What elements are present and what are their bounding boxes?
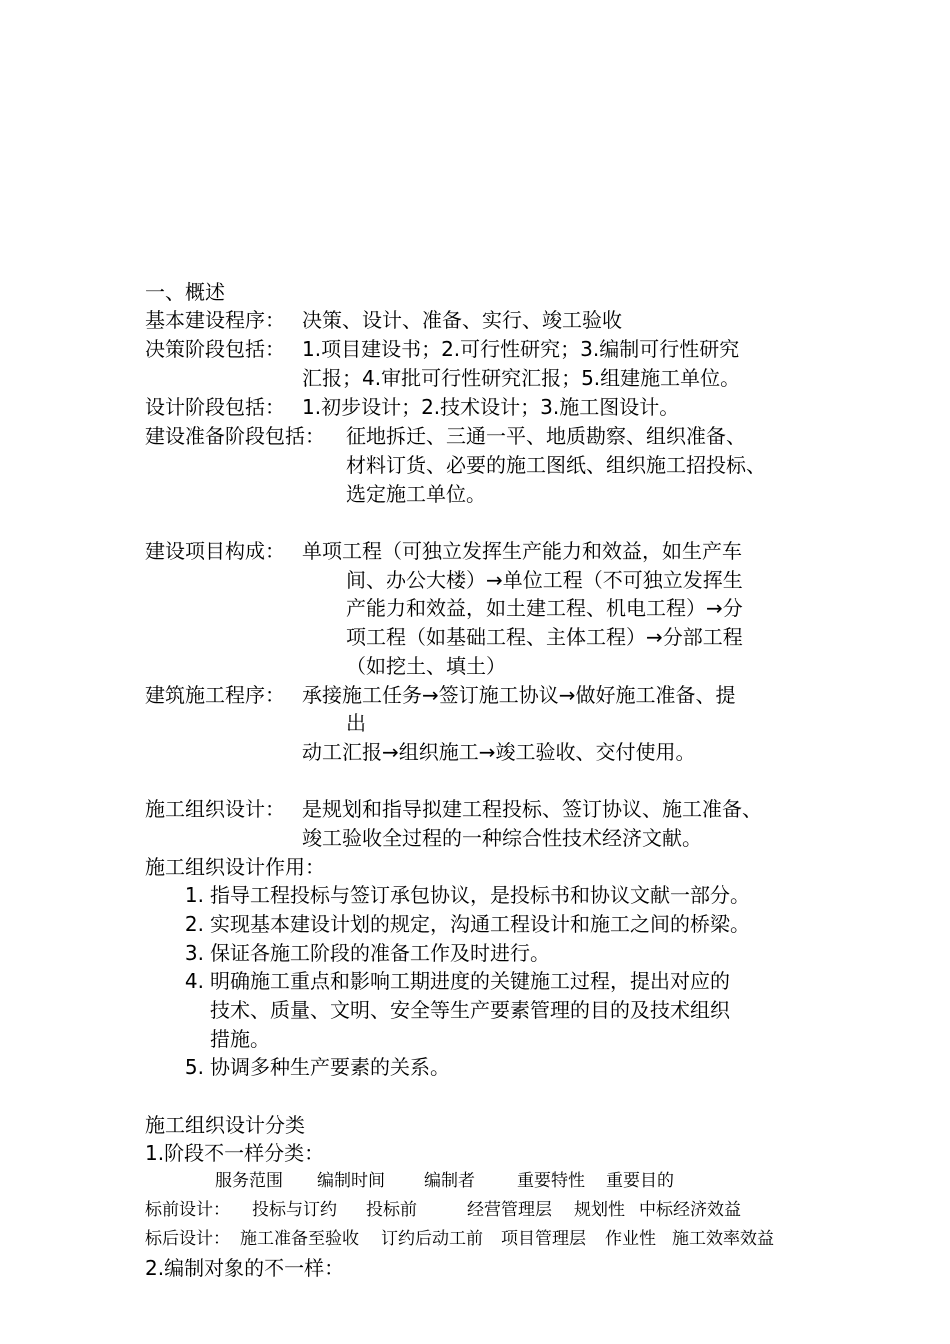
prep-stage-label: 建设准备阶段包括： <box>145 424 325 448</box>
org-design-label: 施工组织设计： <box>145 797 285 821</box>
list-number: 1. <box>184 883 204 907</box>
project-composition-line: 间、办公大楼）→单位工程（不可独立发挥生 <box>346 568 743 592</box>
construction-procedure-line: 出 <box>346 711 366 735</box>
table-header-preparer: 编制者 <box>424 1171 475 1191</box>
table-cell: 项目管理层 <box>501 1229 586 1249</box>
list-item <box>180 939 550 967</box>
decision-stage-line: 1.项目建设书；2.可行性研究；3.编制可行性研究 <box>302 337 740 361</box>
table-cell: 规划性 <box>574 1200 625 1220</box>
list-item <box>180 910 750 938</box>
list-item <box>180 1053 450 1081</box>
project-composition-label: 建设项目构成： <box>145 539 285 563</box>
build-procedure-text: 决策、设计、准备、实行、竣工验收 <box>302 308 622 332</box>
prep-stage-line: 征地拆迁、三通一平、地质勘察、组织准备、 <box>346 424 746 448</box>
list-text: 明确施工重点和影响工期进度的关键施工过程，提出对应的 <box>210 969 730 993</box>
design-stage-text: 1.初步设计；2.技术设计；3.施工图设计。 <box>302 395 680 419</box>
functions-title: 施工组织设计作用： <box>145 855 325 879</box>
list-text: 实现基本建设计划的规定，沟通工程设计和施工之间的桥梁。 <box>210 912 750 936</box>
table-header-service-scope: 服务范围 <box>215 1171 283 1191</box>
table-row-label: 标后设计： <box>145 1229 230 1249</box>
project-composition-line: 单项工程（可独立发挥生产能力和效益，如生产车 <box>302 539 742 563</box>
table-cell: 订约后动工前 <box>381 1229 483 1249</box>
table-cell: 投标与订约 <box>252 1200 337 1220</box>
list-text-continued: 措施。 <box>210 1027 270 1051</box>
classification-title: 施工组织设计分类 <box>145 1113 305 1137</box>
list-number: 5. <box>184 1055 204 1079</box>
org-design-line: 是规划和指导拟建工程投标、签订协议、施工准备、 <box>302 797 762 821</box>
decision-stage-line: 汇报；4.审批可行性研究汇报；5.组建施工单位。 <box>302 366 741 390</box>
table-row-label: 标前设计： <box>145 1200 230 1220</box>
section-heading: 一、概述 <box>145 280 225 304</box>
list-item <box>180 967 730 995</box>
project-composition-line: 项工程（如基础工程、主体工程）→分部工程 <box>346 625 743 649</box>
build-procedure-label: 基本建设程序： <box>145 308 285 332</box>
list-item <box>180 881 750 909</box>
table-header-prep-time: 编制时间 <box>317 1171 385 1191</box>
construction-procedure-line: 动工汇报→组织施工→竣工验收、交付使用。 <box>302 740 696 764</box>
decision-stage-label: 决策阶段包括： <box>145 337 285 361</box>
project-composition-line: （如挖土、填土） <box>346 654 506 678</box>
table-header-key-feature: 重要特性 <box>517 1171 585 1191</box>
construction-procedure-line: 承接施工任务→签订施工协议→做好施工准备、提 <box>302 683 736 707</box>
list-number: 2. <box>184 912 204 936</box>
construction-procedure-label: 建筑施工程序： <box>145 683 285 707</box>
org-design-line: 竣工验收全过程的一种综合性技术经济文献。 <box>302 826 702 850</box>
table-cell: 施工准备至验收 <box>240 1229 359 1249</box>
table-cell: 经营管理层 <box>467 1200 552 1220</box>
list-number: 3. <box>184 941 204 965</box>
list-text: 保证各施工阶段的准备工作及时进行。 <box>210 941 550 965</box>
table-cell: 中标经济效益 <box>639 1200 741 1220</box>
prep-stage-line: 材料订货、必要的施工图纸、组织施工招投标、 <box>346 453 766 477</box>
list-text: 协调多种生产要素的关系。 <box>210 1055 450 1079</box>
table-cell: 施工效率效益 <box>672 1229 774 1249</box>
table-cell: 作业性 <box>605 1229 656 1249</box>
project-composition-line: 产能力和效益，如土建工程、机电工程）→分 <box>346 596 743 620</box>
prep-stage-line: 选定施工单位。 <box>346 482 486 506</box>
classification-by-object: 2.编制对象的不一样： <box>145 1256 345 1280</box>
design-stage-label: 设计阶段包括： <box>145 395 285 419</box>
table-cell: 投标前 <box>366 1200 417 1220</box>
table-header-key-goal: 重要目的 <box>606 1171 674 1191</box>
list-text: 指导工程投标与签订承包协议，是投标书和协议文献一部分。 <box>210 883 750 907</box>
classification-by-stage: 1.阶段不一样分类： <box>145 1141 325 1165</box>
list-text-continued: 技术、质量、文明、安全等生产要素管理的目的及技术组织 <box>210 998 730 1022</box>
list-number: 4. <box>184 969 204 993</box>
